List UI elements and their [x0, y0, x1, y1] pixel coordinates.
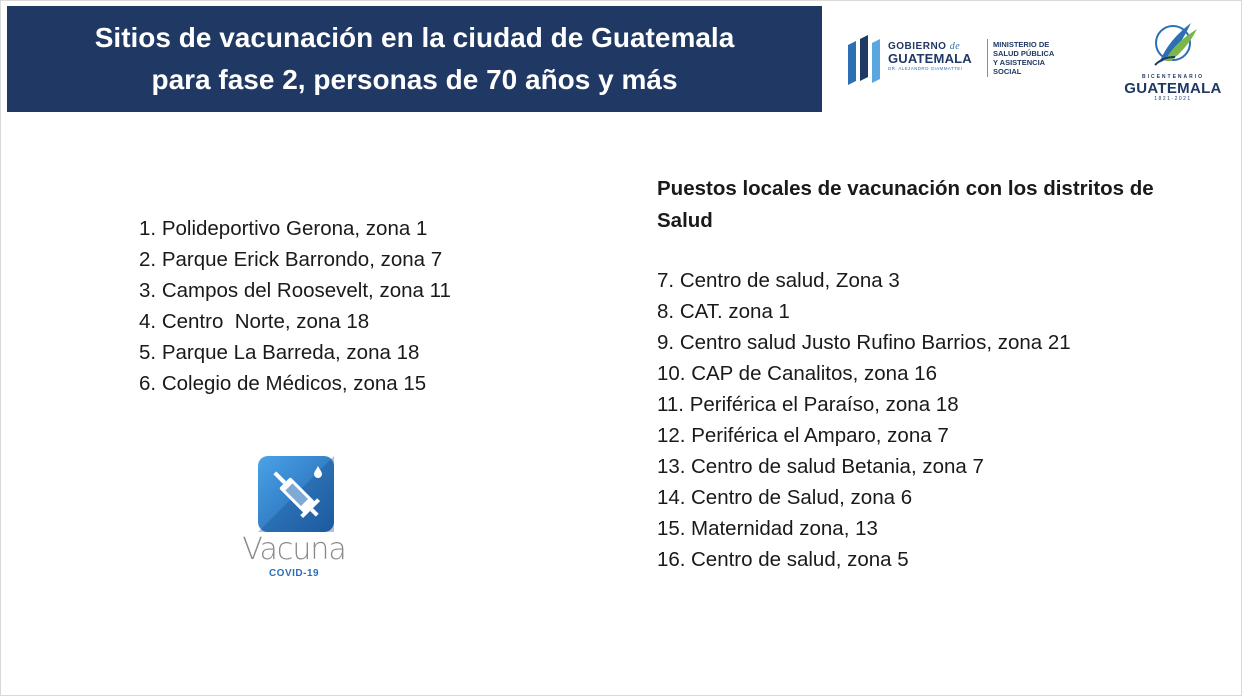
- item-text: CAT. zona 1: [679, 300, 790, 323]
- title-line-2: para fase 2, personas de 70 años y más: [151, 64, 678, 95]
- list-item: [657, 358, 1071, 389]
- list-item: [657, 420, 1071, 451]
- item-number: 10.: [657, 362, 686, 385]
- ministry-name: [993, 40, 1054, 76]
- item-number: 1.: [139, 217, 157, 240]
- item-text: Colegio de Médicos, zona 15: [161, 372, 427, 395]
- title-line-1: Sitios de vacunación en la ciudad de Guatemala: [94, 22, 735, 53]
- list-item: [657, 544, 1071, 575]
- item-number: 15.: [657, 517, 686, 540]
- vacuna-wordmark: Vacuna: [242, 532, 346, 567]
- local-posts-heading: Puestos locales de vacunación con los distritos de Salud: [657, 177, 1154, 232]
- item-number: 2.: [139, 248, 157, 271]
- item-text: CAP de Canalitos, zona 16: [691, 362, 937, 385]
- item-text: Polideportivo Gerona, zona 1: [161, 217, 428, 240]
- syringe-icon: [258, 456, 334, 532]
- logo-divider: [987, 39, 988, 77]
- item-text: Campos del Roosevelt, zona 11: [161, 279, 451, 302]
- flag-bars-icon: [846, 31, 882, 87]
- item-number: 5.: [139, 341, 157, 364]
- item-number: 4.: [139, 310, 157, 333]
- item-number: 7.: [657, 269, 675, 292]
- list-item: [657, 482, 1071, 513]
- list-item: [657, 451, 1071, 482]
- item-number: 16.: [657, 548, 686, 571]
- item-text: Maternidad zona, 13: [691, 517, 878, 540]
- item-text: Centro Norte, zona 18: [161, 310, 370, 333]
- item-text: Centro de salud, zona 5: [691, 548, 909, 571]
- ministry-line-3: Y ASISTENCIA: [993, 58, 1046, 67]
- list-item: [657, 265, 1071, 296]
- gobierno-word: GOBIERNO: [888, 41, 947, 52]
- item-text: Centro de salud Betania, zona 7: [691, 455, 984, 478]
- ministry-line-2: SALUD PÚBLICA: [993, 49, 1055, 58]
- list-item: [139, 337, 451, 368]
- ministry-line-4: SOCIAL: [993, 67, 1022, 76]
- item-number: 9.: [657, 331, 675, 354]
- gobierno-wordmark: [888, 41, 972, 72]
- covid-19-label: COVID-19: [268, 568, 320, 579]
- bicentenario-years: 1821-2021: [1154, 96, 1192, 102]
- item-text: Parque La Barreda, zona 18: [161, 341, 420, 364]
- main-sites-list: [139, 213, 451, 399]
- list-item: [657, 513, 1071, 544]
- bicentenario-label: BICENTENARIO: [1141, 74, 1205, 80]
- list-item: [657, 389, 1071, 420]
- list-item: [139, 213, 451, 244]
- gobierno-guatemala-logo: [846, 31, 1076, 87]
- item-number: 11.: [657, 393, 684, 416]
- title-banner: [7, 6, 822, 112]
- item-number: 3.: [139, 279, 157, 302]
- vacuna-covid-logo: [241, 453, 351, 588]
- item-number: 6.: [139, 372, 157, 395]
- local-posts-list: [657, 265, 1071, 575]
- bicentenario-logo: [1119, 19, 1227, 103]
- item-text: Periférica el Paraíso, zona 18: [689, 393, 959, 416]
- ministry-line-1: MINISTERIO DE: [993, 40, 1050, 49]
- list-item: [139, 306, 451, 337]
- item-number: 12.: [657, 424, 686, 447]
- item-number: 8.: [657, 300, 675, 323]
- list-item: [139, 244, 451, 275]
- item-text: Parque Erick Barrondo, zona 7: [161, 248, 443, 271]
- list-item: [139, 275, 451, 306]
- item-number: 14.: [657, 486, 686, 509]
- bicentenario-guatemala: GUATEMALA: [1124, 80, 1222, 97]
- item-number: 13.: [657, 455, 686, 478]
- gobierno-tagline: DR. ALEJANDRO GIAMMATTEI: [888, 66, 963, 71]
- list-item: [657, 296, 1071, 327]
- item-text: Centro de salud, Zona 3: [679, 269, 900, 292]
- guatemala-word: GUATEMALA: [888, 51, 972, 66]
- gobierno-de: de: [949, 41, 961, 52]
- quetzal-bird-icon: [1147, 19, 1201, 71]
- item-text: Centro salud Justo Rufino Barrios, zona 21: [679, 331, 1071, 354]
- item-text: Centro de Salud, zona 6: [691, 486, 913, 509]
- item-text: Periférica el Amparo, zona 7: [691, 424, 949, 447]
- list-item: [657, 327, 1071, 358]
- list-item: [139, 368, 451, 399]
